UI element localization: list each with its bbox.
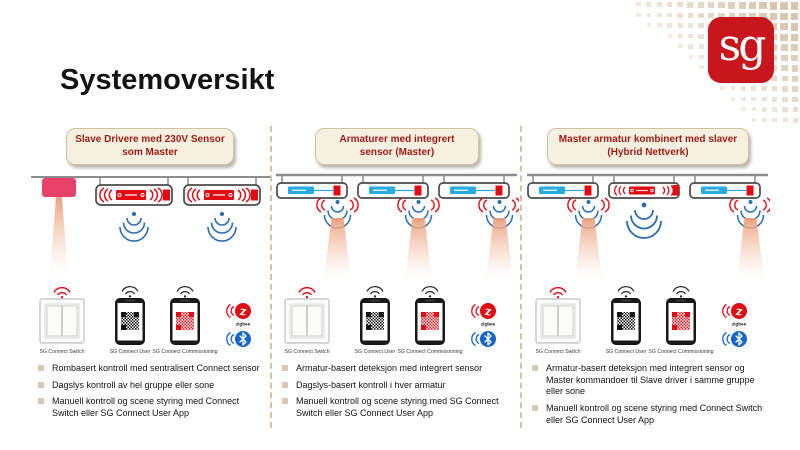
bullet-square-icon [532, 365, 538, 371]
sensor-module [673, 185, 680, 196]
bullet-square-icon [38, 382, 44, 388]
bullet-square-icon [38, 398, 44, 404]
master-luminaire [609, 175, 679, 238]
connect-switch [40, 288, 85, 355]
wifi-up-dark-icon [177, 287, 193, 298]
feature-text: Manuell kontroll og scene styring med SG Connect Switch eller SG Connect User App [296, 396, 499, 419]
feature-item [282, 396, 514, 419]
feature-list [274, 363, 520, 420]
feature-item [282, 363, 514, 375]
page-title: Systemoversikt [60, 64, 275, 96]
sensor-module [334, 186, 341, 196]
feature-text: Dagslys-basert kontroll i hver armatur [296, 379, 446, 390]
feature-list [524, 363, 772, 426]
user-app-label: SG Connect User [109, 349, 151, 355]
feature-item [532, 363, 766, 398]
diagram-slave-drivers [30, 169, 274, 283]
bullet-square-icon [532, 405, 538, 411]
detection-cone [324, 218, 351, 279]
svg-text:z: z [239, 304, 247, 318]
sensor-luminaire [528, 175, 609, 279]
column-header-badge: Slave Drivere med 230V Sensor som Master [66, 128, 234, 165]
wireless-signal-down-icon [120, 212, 148, 241]
wireless-broadcast-icon [627, 203, 661, 238]
bullet-square-icon [38, 365, 44, 371]
commissioning-app-label: SG Connect Commissioning [152, 349, 218, 355]
sensor-luminaire [439, 175, 519, 279]
column-slave-drivers [30, 126, 270, 428]
feature-item [532, 403, 766, 426]
zigbee-icon [227, 303, 251, 327]
bullet-square-icon [282, 398, 288, 404]
bullet-square-icon [282, 382, 288, 388]
connect-sensor-230v [42, 178, 76, 197]
feature-item [282, 380, 514, 392]
feature-list [30, 363, 270, 420]
slave-driver-230v [96, 177, 172, 241]
sensor-luminaire [690, 175, 770, 279]
phone-commissioning-app [152, 287, 217, 355]
wifi-up-red-icon [54, 288, 70, 299]
feature-item [38, 363, 264, 375]
device-row [30, 283, 274, 359]
sensor-luminaire [277, 175, 358, 279]
feature-item [38, 380, 264, 392]
device-row [526, 283, 770, 359]
column-header-badge: Master armatur kombinert med slaver (Hybrid Nettverk) [547, 128, 749, 165]
bullet-square-icon [282, 365, 288, 371]
bluetooth-icon [227, 331, 251, 347]
diagram-integrated-sensor [275, 169, 519, 283]
feature-text: Manuell kontroll og scene styring med Connect Switch eller SG Connect User App [52, 396, 240, 419]
diagram-hybrid-network [526, 169, 770, 283]
light-beam [50, 197, 68, 275]
feature-item [38, 396, 264, 419]
phone-user-app [110, 287, 151, 355]
wifi-up-dark-icon [122, 287, 138, 298]
sensor-module [163, 190, 170, 201]
feature-text: Armatur-basert deteksjon med integrert sensor [296, 363, 483, 373]
columns-container [30, 126, 772, 428]
column-integrated-sensor [270, 126, 520, 428]
brand-logo: sg [708, 17, 774, 83]
sensor-luminaire [358, 175, 439, 279]
feature-text: Manuell kontroll og scene styring med Connect Switch eller SG Connect User App [546, 403, 763, 425]
device-row [275, 283, 519, 359]
column-header-badge: Armaturer med integrert sensor (Master) [315, 128, 479, 165]
zigbee-label: zigbee [235, 321, 251, 327]
slave-driver-230v [184, 177, 260, 241]
feature-text: Dagslys kontroll av hel gruppe eller sone [52, 379, 215, 390]
column-hybrid-network [520, 126, 772, 428]
switch-label: SG Connect Switch [39, 349, 85, 355]
feature-text: Armatur-basert deteksjon med integrert sensor og Master kommandoer til Slave driver i samme gruppe eller sone [546, 363, 755, 397]
feature-text: Rombasert kontroll med sentralisert Connect sensor [52, 363, 260, 373]
